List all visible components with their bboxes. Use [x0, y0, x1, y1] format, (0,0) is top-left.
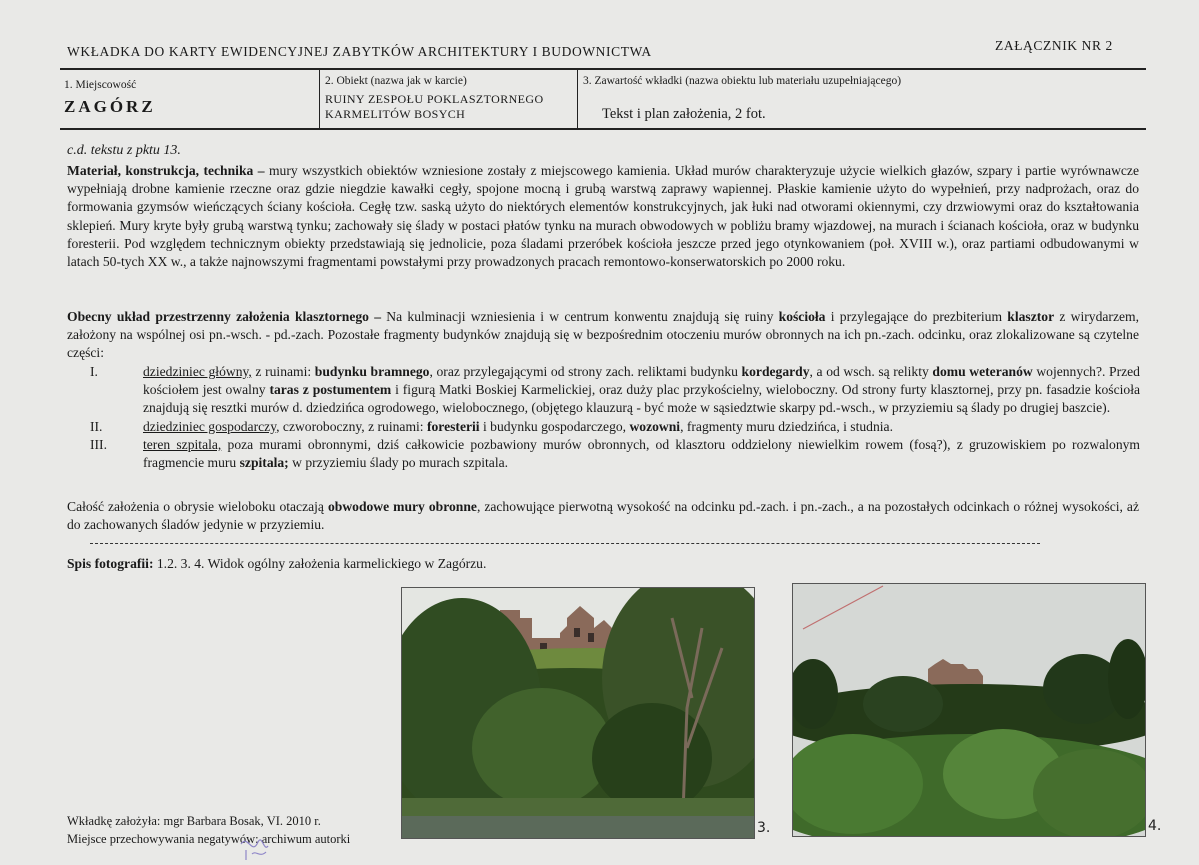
- content-value: Tekst i plan założenia, 2 fot.: [602, 106, 766, 122]
- content-label: 3. Zawartość wkładki (nazwa obiektu lub materiału uzupełniającego): [583, 75, 902, 87]
- document-title: WKŁADKA DO KARTY EWIDENCYJNEJ ZABYTKÓW ARCHITEKTURY I BUDOWNICTWA: [67, 44, 652, 59]
- list-item: [90, 418, 1140, 436]
- continuation-note: c.d. tekstu z pktu 13.: [67, 143, 181, 158]
- handwritten-signature: [238, 832, 278, 862]
- photo-4-image: [793, 584, 1145, 836]
- list-item-title: dziedziniec gospodarczy,: [143, 418, 280, 434]
- footer-author: Wkładkę założyła: mgr Barbara Bosak, VI. 2010 r.: [67, 814, 321, 828]
- footer-storage: Miejsce przechowywania negatywów: archiwum autorki: [67, 832, 351, 846]
- list-item-number: II.: [90, 418, 103, 434]
- object-value-2: KARMELITÓW BOSYCH: [325, 107, 466, 121]
- paragraph-walls: [67, 498, 1139, 534]
- i-f: domu weteranów: [932, 364, 1033, 379]
- top-rule: [60, 68, 1146, 70]
- courtyard-list: [90, 363, 1140, 472]
- p1-heading: Materiał, konstrukcja, technika –: [67, 163, 269, 178]
- paragraph-layout: [67, 308, 1139, 363]
- paragraph-material: [67, 162, 1139, 271]
- i-c: , oraz przylegającymi od strony zach. reliktami budynku: [429, 364, 742, 379]
- iii-b: szpitala;: [239, 455, 289, 471]
- photo-list: [67, 556, 486, 572]
- object-value-line-1: [325, 92, 573, 107]
- list-item-title: teren szpitala,: [143, 436, 222, 452]
- photo-3-number: 3.: [757, 820, 771, 836]
- list-item: [90, 436, 1140, 472]
- i-i: i figurą Matki Boskiej Karmelickiej, oraz duży plac przykościelny, wieloboczny. Od strony furty klasztornej, przy pn. fasadzie kościoła znajdują się resztki murów d. dziedzińca ogrodowego, wielobocznego, (objętego klauzurą - być może w sąsiedztwie skarpy pd.-wsch., w przyziemiu są ślady po drugiej baszcie).: [143, 382, 1141, 416]
- p2-text-b: kościoła: [778, 309, 826, 324]
- i-b: budynku bramnego: [314, 364, 430, 379]
- iii-a: poza murami obronnymi, dziś całkowicie pozbawiony murów obronnych, od klasztoru oddzielony niewielkim rowem (fosą?), z gruzowiskiem po rozwalonym fragmencie muru: [143, 436, 1141, 471]
- ii-a: czworoboczny, z ruinami:: [279, 418, 427, 434]
- i-d: kordegardy: [741, 364, 810, 379]
- p1-text: mury wszystkich obiektów wzniesione zostały z miejscowego kamienia. Układ murów charakteryzuje użycie wielkich głazów, szpary i partie wyrównawcze wypełniają drobne kamienie rzeczne oraz gdzie niegdzie kawałki cegły, spojone mocną i grubą warstwą zaprawy wapiennej. Płaskie kamienie użyto do wypełnień, przy nadprożach, oraz do formowania gzymsów wieńczących ściany kościoła. Cegłę tzw. saską użyto do niektórych elementów konstrukcyjnych, jak łuki nad otworami okiennymi, czy drzwiowymi oraz do kształtowania sklepień. Mury kryte były grubą warstwą tynku; zachowały się ślady w postaci płatów tynku na murach obwodowych w pobliżu bramy wjazdowej, na murach i ścianach kościoła, oraz w budynku foresterii. Pod względem technicznym obiekty przedstawiają się jednolicie, poza śladami przeróbek kościoła jeszcze przed jego otynkowaniem (poł. XVIII w.), oraz partiami odbudowanymi w latach 50-tych XX w., a także najnowszymi fragmentami powstałymi przy prowadzonych pracach remontowo-konserwatorskich po 2000 roku.: [67, 163, 1139, 270]
- p2-text-a: Na kulminacji wzniesienia i w centrum konwentu znajdują się ruiny: [386, 309, 779, 324]
- cell-divider-2: [577, 70, 578, 128]
- object-value-1: RUINY ZESPOŁU POKLASZTORNEGO: [325, 92, 544, 106]
- photo-3-image: [402, 588, 754, 838]
- place-value: ZAGÓRZ: [64, 97, 156, 116]
- list-item: [90, 363, 1140, 418]
- object-value: [325, 92, 573, 122]
- ii-e: , fragmenty muru dziedzińca, i studnia.: [680, 418, 893, 434]
- i-e: , a od wsch. są relikty: [809, 364, 933, 379]
- i-h: taras z postumentem: [269, 382, 392, 398]
- list-item-number: III.: [90, 436, 107, 452]
- annex-number: ZAŁĄCZNIK NR 2: [995, 38, 1113, 53]
- p2-text-d: klasztor: [1007, 309, 1055, 324]
- photo-4: [792, 583, 1146, 837]
- p3-a: Całość założenia o obrysie wieloboku otaczają: [67, 499, 328, 514]
- p2-text-e: z wirydarzem, założony na wspólnej osi pn.-wsch. - pd.-zach. Pozostałe fragmenty budynków znajdują się w bezpośrednim otoczeniu murów obronnych na ich pn.-zach. odcinku, oraz zlokalizowane są czytelne części:: [67, 309, 1139, 361]
- ii-c: i budynku gospodarczego,: [479, 418, 630, 434]
- i-g: wojennych?. Przed kościołem jest owalny: [143, 364, 1140, 398]
- cell-divider-1: [319, 70, 320, 128]
- list-item-number: I.: [90, 364, 98, 379]
- ii-d: wozowni: [629, 418, 681, 434]
- photo-list-text: 1.2. 3. 4. Widok ogólny założenia karmelickiego w Zagórzu.: [153, 556, 487, 571]
- object-label: 2. Obiekt (nazwa jak w karcie): [325, 75, 467, 87]
- photo-list-heading: Spis fotografii:: [67, 556, 154, 571]
- p3-b: obwodowe mury obronne: [327, 499, 477, 514]
- i-a: z ruinami:: [251, 364, 315, 379]
- photo-3: [401, 587, 755, 839]
- place-label: 1. Miejscowość: [64, 79, 137, 91]
- iii-c: w przyziemiu ślady po murach szpitala.: [288, 455, 509, 471]
- separator-line: [90, 543, 1040, 544]
- list-item-title: dziedziniec główny,: [143, 364, 252, 379]
- p3-c: , zachowujące pierwotną wysokość na odcinku pd.-zach. i pn.-zach., a na pozostałych odcinkach o różnej wysokości, aż do zachowanych śladów jedynie w przyziemiu.: [67, 499, 1139, 533]
- p2-text-c: i przylegające do prezbiterium: [825, 309, 1008, 324]
- ii-b: foresterii: [426, 418, 480, 434]
- bottom-rule: [60, 128, 1146, 130]
- p2-heading: Obecny układ przestrzenny założenia klasztornego –: [67, 309, 387, 324]
- photo-4-number: 4.: [1148, 818, 1162, 834]
